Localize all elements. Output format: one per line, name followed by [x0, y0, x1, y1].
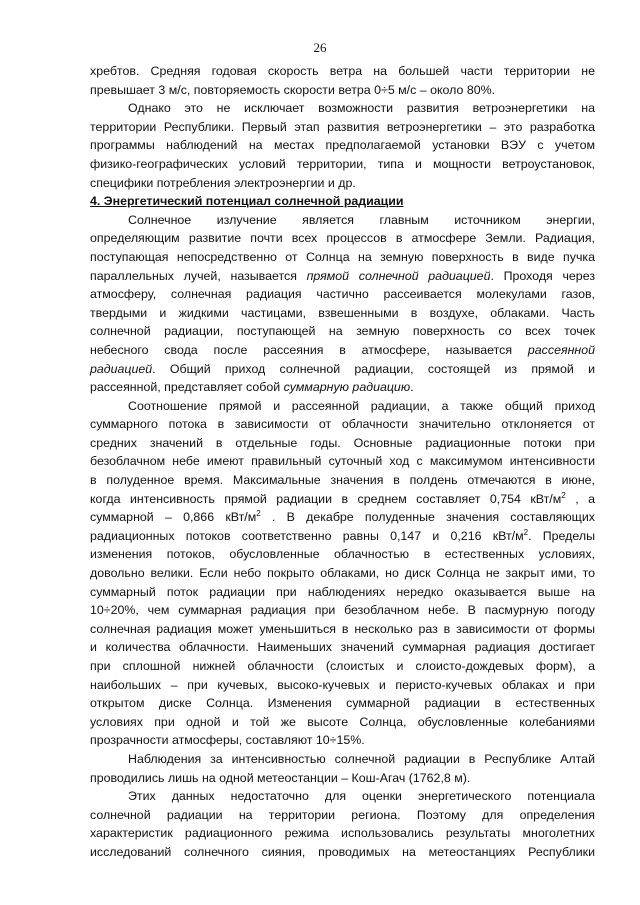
text-segment: в полуденное время. Максимальные значения в полдень отмечаются в июне,	[90, 473, 595, 488]
text-segment: Соотношение прямой и рассеянной радиации, а также общий приход	[128, 398, 595, 413]
text-line	[90, 713, 595, 732]
text-line	[90, 248, 595, 267]
text-segment: проводились лишь на одной метеостанции – Кош-Агач (1762,8 м).	[90, 770, 471, 785]
text-line	[90, 638, 595, 657]
text-line	[90, 397, 595, 416]
text-segment: при сплошной нижней облачности (слоистых и слоисто-дождевых форм), а	[90, 659, 595, 673]
text-segment: суммарного потока в зависимости от облачности значительно отклоняется от	[90, 417, 595, 432]
text-segment: небесного свода после рассеяния в атмосфере, называется	[90, 342, 528, 357]
text-segment: физико-географических условий территории, типа и мощности ветроустановок,	[90, 156, 595, 171]
text-segment: Однако это не исключает возможности развития ветроэнергетики на	[128, 101, 595, 116]
text-line	[90, 508, 595, 527]
text-line	[90, 490, 595, 509]
text-line	[90, 471, 595, 490]
text-segment: довольно велики. Если небо покрыто облаками, но диск Солнца не закрыт ими, то	[90, 566, 595, 581]
text-segment: суммарной – 0,866 кВт/м	[90, 510, 257, 525]
text-segment: территории Республики. Первый этап развития ветроэнергетики – это разработка	[90, 119, 595, 134]
text-line	[90, 360, 595, 379]
text-segment: Наблюдения за интенсивностью солнечной радиации в Республике Алтай	[128, 751, 595, 766]
text-segment: специфики потребления электроэнергии и др.	[90, 175, 356, 190]
text-line	[90, 81, 595, 100]
text-line	[90, 657, 595, 676]
text-line	[90, 564, 595, 583]
text-segment: .	[410, 380, 414, 395]
text-segment: определяющим развитие почти всех процессов в атмосфере Земли. Радиация,	[90, 231, 595, 246]
text-line	[90, 304, 595, 323]
superscript: 2	[523, 527, 529, 537]
text-line	[90, 174, 595, 193]
italic-term: суммарную радиацию	[283, 380, 411, 395]
text-line	[90, 787, 595, 806]
text-segment: . В декабре полуденные значения составляющих	[260, 510, 595, 525]
text-line	[90, 824, 595, 843]
text-segment: поступающая непосредственно от Солнца на земную поверхность в виде пучка	[90, 249, 595, 264]
text-segment: изменения потоков, обусловленные облачностью в естественных условиях,	[90, 547, 595, 562]
text-segment: 10÷20%, чем суммарная радиация при безоблачном небе. В пасмурную погоду	[90, 603, 595, 618]
text-segment: средних значений в отдельные годы. Основные радиационные потоки при	[90, 435, 595, 450]
italic-term: рассеянной	[527, 342, 595, 357]
text-line	[90, 601, 595, 620]
text-segment: 4. Энергетический потенциал солнечной радиации	[90, 194, 404, 209]
text-line	[90, 99, 595, 118]
superscript: 2	[256, 509, 261, 519]
text-segment: Этих данных недостаточно для оценки энергетического потенциала	[128, 789, 595, 804]
text-segment: . Проходя через	[490, 268, 595, 283]
text-segment: . Общий приход солнечной радиации, состоящей из прямой и	[152, 361, 595, 376]
text-segment: солнечной радиации, поступающей на земную поверхность со всех точек	[90, 324, 595, 339]
text-line	[90, 378, 595, 397]
text-line	[90, 545, 595, 564]
text-line	[90, 211, 595, 230]
text-segment: Солнечное излучение является главным источником энергии,	[128, 212, 595, 227]
text-line	[90, 694, 595, 713]
text-segment: безоблачном небе имеют правильный суточный ход с максимумом интенсивности	[90, 454, 595, 469]
text-segment: условиях при одной и той же высоте Солнца, обусловленные колебаниями	[90, 714, 595, 729]
text-line	[90, 676, 595, 695]
text-line	[90, 285, 595, 304]
text-segment: превышает 3 м/с, повторяемость скорости ветра 0÷5 м/с – около 80%.	[90, 82, 496, 97]
text-segment: исследований солнечного сияния, проводимых на метеостанциях Республики	[90, 844, 595, 859]
text-line	[90, 731, 595, 750]
text-segment: открытом диске Солнца. Изменения суммарной радиации в естественных	[90, 696, 595, 711]
text-segment: и количества облачности. Наименьших значений суммарная радиация достигает	[90, 640, 595, 655]
superscript: 2	[561, 490, 566, 500]
text-segment: когда интенсивность прямой радиации в среднем составляет 0,754 кВт/м	[90, 491, 562, 506]
italic-term: прямой солнечной радиацией	[306, 268, 491, 283]
text-line	[90, 341, 595, 360]
text-segment: наибольших – при кучевых, высоко-кучевых и перисто-кучевых облаках и при	[90, 677, 595, 692]
text-line	[90, 267, 595, 286]
text-segment: прозрачности атмосферы, составляют 10÷15%.	[90, 733, 365, 748]
text-line	[90, 750, 595, 769]
text-segment: хребтов. Средняя годовая скорость ветра на большей части территории не	[90, 64, 595, 78]
text-segment: программы наблюдений на местах предполагаемой установки ВЭУ с учетом	[90, 138, 595, 153]
text-line	[90, 843, 595, 862]
text-line	[90, 155, 595, 174]
text-segment: твердыми и жидкими частицами, взвешенными в воздухе, облаками. Часть	[90, 305, 595, 320]
text-segment: солнечной радиации на территории региона. Поэтому для определения	[90, 807, 595, 822]
text-line	[90, 229, 595, 248]
text-line	[90, 136, 595, 155]
text-segment: радиационных потоков соответственно равны 0,147 и 0,216 кВт/м	[90, 528, 524, 543]
text-segment: атмосферу, солнечная радиация частично рассеивается молекулами газов,	[90, 287, 595, 302]
text-line	[90, 769, 595, 788]
text-segment: суммарный поток радиации при наблюдениях нередко оказывается выше на	[90, 584, 595, 599]
text-line	[90, 434, 595, 453]
text-line	[90, 583, 595, 602]
text-segment: рассеянной, представляет собой	[90, 380, 284, 395]
section-heading	[90, 192, 595, 211]
text-line	[90, 62, 595, 81]
text-line	[90, 620, 595, 639]
text-segment: солнечная радиация может уменьшиться в несколько раз в зависимости от формы	[90, 621, 595, 636]
italic-term: радиацией	[90, 361, 153, 376]
document-body	[90, 62, 595, 862]
page-number: 26	[313, 40, 327, 55]
text-line	[90, 118, 595, 137]
text-line	[90, 415, 595, 434]
text-line	[90, 806, 595, 825]
text-line	[90, 527, 595, 546]
text-segment: параллельных лучей, называется	[90, 268, 307, 283]
text-segment: характеристик радиационного режима использовались результаты многолетних	[90, 826, 595, 841]
text-segment: . Пределы	[528, 528, 595, 543]
text-line	[90, 322, 595, 341]
text-line	[90, 452, 595, 471]
text-segment: , а	[565, 491, 596, 506]
